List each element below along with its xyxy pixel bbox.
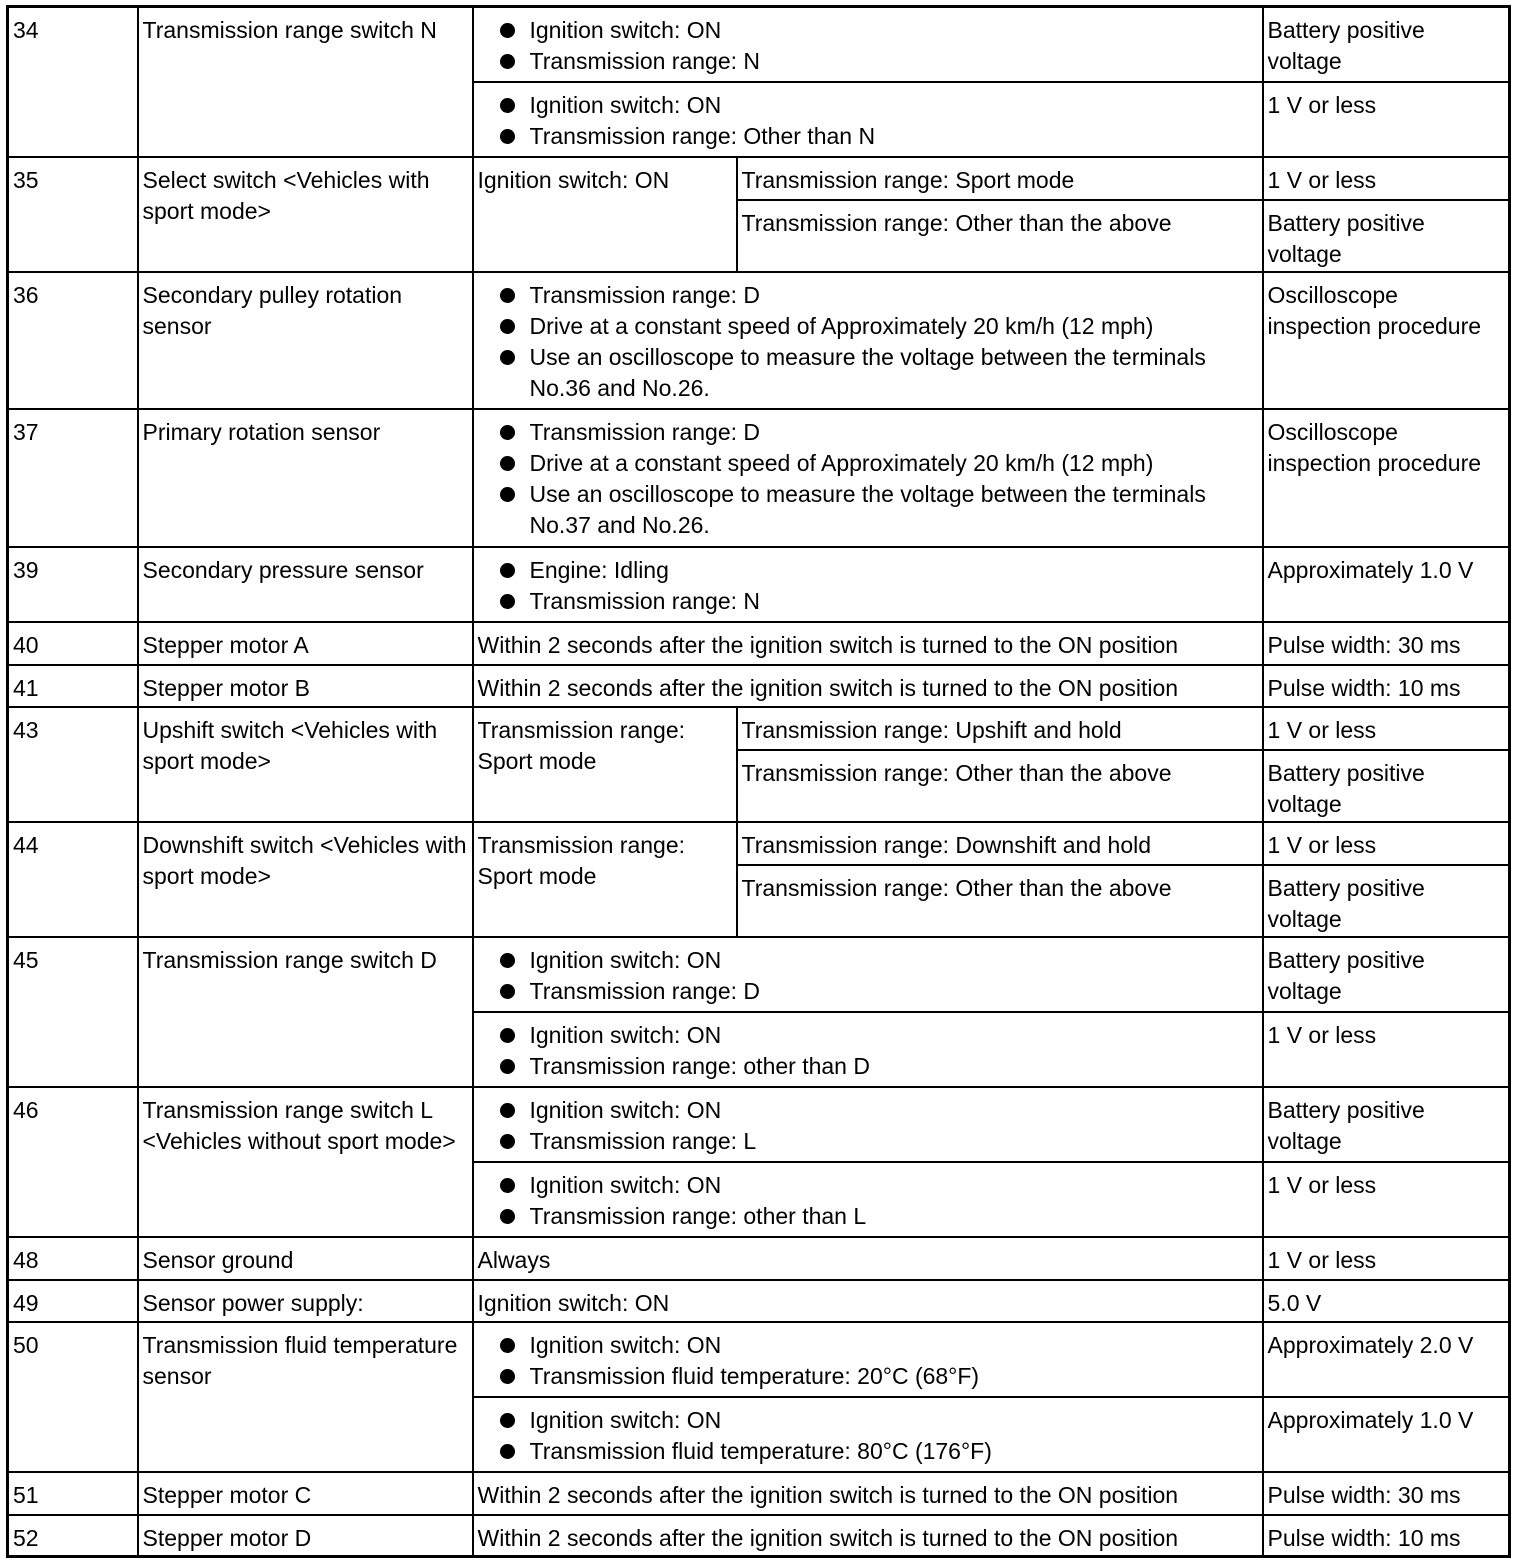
table-row — [8, 937, 1510, 1012]
item-name: Secondary pulley rotation sensor — [138, 272, 473, 409]
condition-cell — [473, 1012, 1263, 1087]
condition-bullet: Ignition switch: ON — [478, 1095, 1258, 1126]
condition-cell: Ignition switch: ON — [473, 1280, 1263, 1322]
table-row — [8, 272, 1510, 409]
standard-value: Battery positive voltage — [1263, 200, 1510, 272]
condition-main: Transmission range: Sport mode — [473, 707, 737, 822]
table-row — [8, 1322, 1510, 1397]
condition-cell — [473, 937, 1263, 1012]
standard-value: Pulse width: 30 ms — [1263, 622, 1510, 665]
terminal-number: 52 — [8, 1515, 138, 1557]
item-name: Downshift switch <Vehicles with sport mode> — [138, 822, 473, 937]
condition-cell — [473, 7, 1263, 82]
condition-cell — [473, 409, 1263, 547]
condition-bullet: Transmission range: other than D — [478, 1051, 1258, 1082]
terminal-number: 49 — [8, 1280, 138, 1322]
condition-bullet: Ignition switch: ON — [478, 1405, 1258, 1436]
standard-value: Battery positive voltage — [1263, 7, 1510, 82]
condition-bullet: Transmission range: L — [478, 1126, 1258, 1157]
terminal-number: 51 — [8, 1472, 138, 1515]
item-name: Sensor ground — [138, 1237, 473, 1280]
condition-bullet: Drive at a constant speed of Approximately 20 km/h (12 mph) — [478, 448, 1258, 479]
condition-bullet: Use an oscilloscope to measure the voltage between the terminals No.37 and No.26. — [478, 479, 1258, 541]
standard-value: 1 V or less — [1263, 1162, 1510, 1237]
terminal-number: 50 — [8, 1322, 138, 1472]
standard-value: Oscilloscope inspection procedure — [1263, 272, 1510, 409]
standard-value: 1 V or less — [1263, 82, 1510, 157]
table-row — [8, 1515, 1510, 1557]
table-row — [8, 1472, 1510, 1515]
condition-bullet: Ignition switch: ON — [478, 15, 1258, 46]
standard-value: 1 V or less — [1263, 1237, 1510, 1280]
condition-detail: Transmission range: Sport mode — [737, 157, 1263, 200]
item-name: Stepper motor A — [138, 622, 473, 665]
terminal-number: 34 — [8, 7, 138, 157]
standard-value: Approximately 2.0 V — [1263, 1322, 1510, 1397]
item-name: Transmission fluid temperature sensor — [138, 1322, 473, 1472]
standard-value: Pulse width: 10 ms — [1263, 665, 1510, 707]
item-name: Stepper motor D — [138, 1515, 473, 1557]
table-row — [8, 1280, 1510, 1322]
table-row — [8, 547, 1510, 622]
standard-value: Pulse width: 30 ms — [1263, 1472, 1510, 1515]
standard-value: Battery positive voltage — [1263, 1087, 1510, 1162]
item-name: Transmission range switch L <Vehicles without sport mode> — [138, 1087, 473, 1237]
standard-value: 5.0 V — [1263, 1280, 1510, 1322]
item-name: Primary rotation sensor — [138, 409, 473, 547]
table-row — [8, 1087, 1510, 1162]
table-row — [8, 409, 1510, 547]
item-name: Transmission range switch N — [138, 7, 473, 157]
terminal-number: 36 — [8, 272, 138, 409]
condition-bullet: Ignition switch: ON — [478, 1020, 1258, 1051]
item-name: Sensor power supply: — [138, 1280, 473, 1322]
condition-cell — [473, 1162, 1263, 1237]
condition-cell: Within 2 seconds after the ignition switch is turned to the ON position — [473, 1515, 1263, 1557]
condition-cell: Always — [473, 1237, 1263, 1280]
condition-detail: Transmission range: Upshift and hold — [737, 707, 1263, 750]
condition-bullet: Drive at a constant speed of Approximately 20 km/h (12 mph) — [478, 311, 1258, 342]
item-name: Upshift switch <Vehicles with sport mode> — [138, 707, 473, 822]
condition-cell: Within 2 seconds after the ignition switch is turned to the ON position — [473, 665, 1263, 707]
condition-bullet: Transmission fluid temperature: 20°C (68°F) — [478, 1361, 1258, 1392]
terminal-number: 43 — [8, 707, 138, 822]
condition-cell: Within 2 seconds after the ignition switch is turned to the ON position — [473, 622, 1263, 665]
condition-bullet: Transmission range: N — [478, 586, 1258, 617]
standard-value: Oscilloscope inspection procedure — [1263, 409, 1510, 547]
standard-value: 1 V or less — [1263, 1012, 1510, 1087]
item-name: Transmission range switch D — [138, 937, 473, 1087]
item-name: Secondary pressure sensor — [138, 547, 473, 622]
condition-bullet: Transmission fluid temperature: 80°C (176°F) — [478, 1436, 1258, 1467]
item-name: Stepper motor B — [138, 665, 473, 707]
standard-value: Battery positive voltage — [1263, 750, 1510, 822]
terminal-number: 35 — [8, 157, 138, 272]
terminal-number: 45 — [8, 937, 138, 1087]
table-row — [8, 622, 1510, 665]
condition-bullet: Engine: Idling — [478, 555, 1258, 586]
table-row — [8, 707, 1510, 750]
terminal-number: 41 — [8, 665, 138, 707]
condition-cell — [473, 1397, 1263, 1472]
condition-bullet: Transmission range: N — [478, 46, 1258, 77]
condition-detail: Transmission range: Other than the above — [737, 865, 1263, 937]
terminal-number: 48 — [8, 1237, 138, 1280]
condition-bullet: Transmission range: D — [478, 976, 1258, 1007]
standard-value: Approximately 1.0 V — [1263, 547, 1510, 622]
condition-cell — [473, 1322, 1263, 1397]
table-row — [8, 1237, 1510, 1280]
standard-value: Pulse width: 10 ms — [1263, 1515, 1510, 1557]
condition-bullet: Transmission range: D — [478, 280, 1258, 311]
condition-cell — [473, 547, 1263, 622]
condition-bullet: Ignition switch: ON — [478, 945, 1258, 976]
terminal-number: 44 — [8, 822, 138, 937]
table-row — [8, 157, 1510, 200]
table-row — [8, 822, 1510, 865]
condition-bullet: Ignition switch: ON — [478, 1330, 1258, 1361]
item-name: Select switch <Vehicles with sport mode> — [138, 157, 473, 272]
condition-detail: Transmission range: Other than the above — [737, 750, 1263, 822]
standard-value: Battery positive voltage — [1263, 865, 1510, 937]
terminal-number: 40 — [8, 622, 138, 665]
terminal-number: 46 — [8, 1087, 138, 1237]
condition-bullet: Transmission range: other than L — [478, 1201, 1258, 1232]
condition-bullet: Transmission range: Other than N — [478, 121, 1258, 152]
condition-cell — [473, 272, 1263, 409]
standard-value: Approximately 1.0 V — [1263, 1397, 1510, 1472]
condition-detail: Transmission range: Downshift and hold — [737, 822, 1263, 865]
terminal-number: 39 — [8, 547, 138, 622]
table-row — [8, 7, 1510, 82]
condition-cell — [473, 1087, 1263, 1162]
condition-cell: Within 2 seconds after the ignition switch is turned to the ON position — [473, 1472, 1263, 1515]
condition-bullet: Transmission range: D — [478, 417, 1258, 448]
condition-cell — [473, 82, 1263, 157]
table-row — [8, 665, 1510, 707]
standard-value: Battery positive voltage — [1263, 937, 1510, 1012]
standard-value: 1 V or less — [1263, 822, 1510, 865]
condition-bullet: Ignition switch: ON — [478, 1170, 1258, 1201]
condition-main: Transmission range: Sport mode — [473, 822, 737, 937]
condition-detail: Transmission range: Other than the above — [737, 200, 1263, 272]
standard-value: 1 V or less — [1263, 707, 1510, 750]
condition-bullet: Use an oscilloscope to measure the voltage between the terminals No.36 and No.26. — [478, 342, 1258, 404]
item-name: Stepper motor C — [138, 1472, 473, 1515]
terminal-inspection-table — [6, 5, 1511, 1558]
terminal-number: 37 — [8, 409, 138, 547]
standard-value: 1 V or less — [1263, 157, 1510, 200]
condition-main: Ignition switch: ON — [473, 157, 737, 272]
condition-bullet: Ignition switch: ON — [478, 90, 1258, 121]
